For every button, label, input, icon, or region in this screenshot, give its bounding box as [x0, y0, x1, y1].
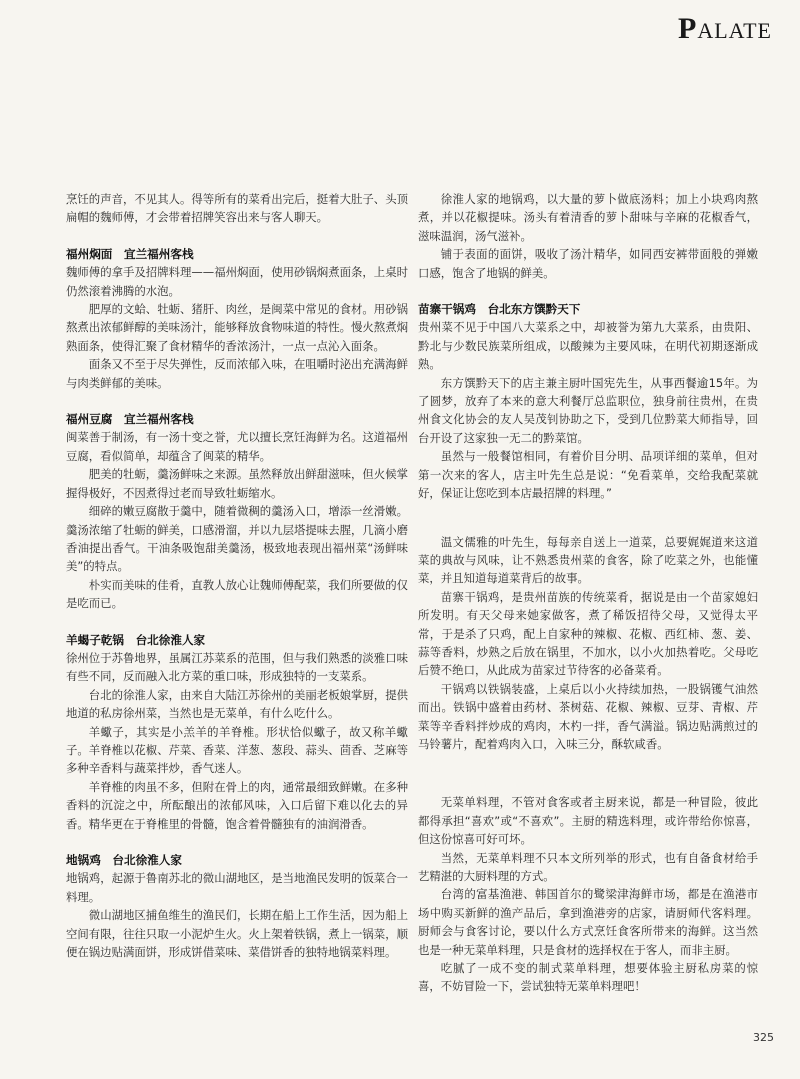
body-paragraph: 羊蠍子，其实是小羔羊的羊脊椎。形状恰似蠍子，故又称羊蠍子。羊脊椎以花椒、芹菜、香菜、洋葱、葱段、蒜头、茴香、芝麻等多种辛香料与蔬菜拌炒，香气迷人。	[66, 724, 408, 776]
left-column	[66, 190, 408, 961]
body-paragraph: 面条又不至于尽失弹性，反而浓郁入味，在咀嚼时泌出充满海鲜与肉类鲜郁的美味。	[66, 357, 408, 390]
body-paragraph: 徐淮人家的地锅鸡，以大量的萝卜做底汤料；加上小块鸡肉熬煮，并以花椒提味。汤头有着清香的萝卜甜味与辛麻的花椒香气，滋味温润，汤气滋补。	[418, 192, 758, 243]
section-title-fuzhou-tofu: 福州豆腐 宜兰福州客栈	[66, 412, 194, 427]
body-paragraph: 苗寨干锅鸡，是贵州苗族的传统菜肴，据说是由一个苗家媳妇所发明。有天父母来她家做客，煮了稀饭招待父母，又觉得太平常，于是杀了只鸡，配上自家种的辣椒、花椒、西红柿、葱、姜、蒜等香料，炒熟之后放在锅里，不加水，以小火加热着吃。父母吃后赞不绝口，从此成为苗家过节待客的必备菜肴。	[418, 589, 758, 678]
body-paragraph: 细碎的嫩豆腐散于羹中，随着微稠的羹汤入口，增添一丝滑嫩。羹汤浓缩了牡蛎的鲜美，口感滑溜，并以九层塔提味去腥，几滴小磨香油提出香气。干油条吸饱甜美羹汤，极致地表现出福州菜“汤鲜味美”的特点。	[66, 504, 408, 574]
body-paragraph: 温文儒雅的叶先生，每每亲自送上一道菜，总要娓娓道来这道菜的典故与风味，让不熟悉贵州菜的食客，除了吃菜之外，也能懂菜，并且知道每道菜背后的故事。	[418, 534, 758, 586]
intro-paragraph: 烹饪的声音，不见其人。得等所有的菜肴出完后，挺着大肚子、头顶扁帽的魏师傅，才会带着招牌笑容出来与客人聊天。	[66, 192, 408, 225]
body-paragraph: 干锅鸡以铁锅装盛，上桌后以小火持续加热，一股锅镬气油然而出。铁锅中盛着由药材、茶树菇、花椒、辣椒、豆芽、青椒、芹菜等辛香料拌炒成的鸡肉，木杓一拌，香气满溢。锅边贴满煎过的马铃薯片，配着鸡肉入口，入味三分，酥软咸香。	[418, 681, 758, 751]
body-paragraph: 朴实而美味的佳肴，直教人放心让魏师傅配菜，我们所要做的仅是吃而已。	[66, 577, 408, 611]
section-title-lamb-spine-pot: 羊蝎子乾锅 台北徐淮人家	[66, 632, 206, 647]
body-paragraph: 铺于表面的面饼，吸收了汤汁精华，如同西安裤带面般的弹嫩口感，饱含了地锅的鲜美。	[418, 247, 758, 280]
body-paragraph: 肥美的牡蛎，羹汤鲜味之来源。虽然释放出鲜甜滋味，但火候掌握得极好，不因煮得过老而导致牡蛎缩水。	[66, 467, 408, 500]
body-paragraph: 魏师傅的拿手及招牌料理——福州焖面，使用砂锅焖煮面条，上桌时仍然滚着沸腾的水泡。	[66, 265, 408, 298]
body-paragraph: 贵州菜不见于中国八大菜系之中，却被誉为第九大菜系，由贵阳、黔北与少数民族菜所组成，以酸辣为主要风味，在明代初期逐渐成熟。	[418, 320, 758, 372]
body-paragraph: 虽然与一般餐馆相同，有着价目分明、品项详细的菜单，但对第一次来的客人，店主叶先生总是说：“免看菜单，交给我配菜就好，保证让您吃到本店最招牌的料理。”	[418, 449, 758, 501]
section-title-fuzhou-noodles: 福州焖面 宜兰福州客栈	[66, 246, 194, 261]
body-paragraph: 肥厚的文蛤、牡蛎、猪肝、肉丝，是闽菜中常见的食材。用砂锅熬煮出浓郁鲜醇的美味汤汁，能够释放食物味道的特性。慢火熬煮焖熟面条，使得汇聚了食材精华的香浓汤汁，一点一点沁入面条。	[66, 302, 408, 353]
section-title-diguo-chicken: 地锅鸡 台北徐淮人家	[66, 853, 182, 867]
body-paragraph: 台北的徐淮人家，由来自大陆江苏徐州的美丽老板娘掌厨，提供地道的私房徐州菜，当然也是无菜单，有什么吃什么。	[66, 687, 408, 721]
body-paragraph: 羊脊椎的肉虽不多，但附在骨上的肉，通常最细致鲜嫩。在多种香料的沉淀之中，所酝酿出的浓郁风味，入口后留下难以化去的异香。精华更在于脊椎里的骨髓，饱含着骨髓独有的油润滑香。	[66, 779, 408, 831]
body-paragraph: 无菜单料理，不管对食客或者主厨来说，都是一种冒险，彼此都得承担“喜欢”或“不喜欢”。主厨的精选料理，或许带给你惊喜，但这份惊喜可好可坏。	[418, 795, 758, 847]
body-paragraph: 当然，无菜单料理不只本文所列举的形式，也有自备食材给手艺精湛的大厨料理的方式。	[418, 850, 758, 883]
body-paragraph: 闽菜善于制汤，有一汤十变之誉，尤以擅长烹饪海鲜为名。这道福州豆腐，看似简单，却蕴含了闽菜的精华。	[66, 430, 408, 463]
masthead-initial: P	[678, 12, 698, 45]
body-paragraph: 徐州位于苏鲁地界，虽属江苏菜系的范围，但与我们熟悉的淡雅口味有些不同，反而融入北方菜的重口味，形成独特的一支菜系。	[66, 650, 408, 684]
body-paragraph: 微山湖地区捕鱼维生的渔民们，长期在船上工作生活，因为船上空间有限，往往只取一小泥炉生火。火上架着铁锅，煮上一锅菜，顺便在锅边贴满面饼，形成饼借菜味、菜借饼香的独特地锅菜料理。	[66, 908, 408, 960]
magazine-masthead	[678, 12, 772, 46]
body-paragraph: 吃腻了一成不变的制式菜单料理，想要体验主厨私房菜的惊喜，不妨冒险一下，尝试独特无菜单料理吧！	[418, 961, 758, 994]
masthead-rest: ALATE	[697, 18, 772, 43]
body-paragraph: 东方馔黔天下的店主兼主厨叶国宪先生，从事西餐逾15年。为了圆梦，放弃了本来的意大利餐厅总监职位，独身前往贵州，在贵州食文化协会的友人吴茂钊协助之下，受到几位黔菜大师指导，回台开设了这家独一无二的黔菜馆。	[418, 375, 758, 445]
body-paragraph: 地锅鸡，起源于鲁南苏北的微山湖地区，是当地渔民发明的饭菜合一料理。	[66, 871, 408, 904]
page-number: 325	[753, 1031, 774, 1044]
right-column	[418, 190, 758, 996]
section-title-miao-dry-pot-chicken: 苗寨干锅鸡 台北东方馔黔天下	[418, 302, 581, 317]
body-paragraph: 台湾的富基渔港、韩国首尔的鹭梁津海鲜市场，都是在渔港市场中购买新鲜的渔产品后，拿到渔港旁的店家，请厨师代客料理。厨师会与食客讨论，要以什么方式烹饪食客所带来的海鲜。这当然也是一种无菜单料理，只是食材的选择权在于客人，而非主厨。	[418, 887, 758, 957]
